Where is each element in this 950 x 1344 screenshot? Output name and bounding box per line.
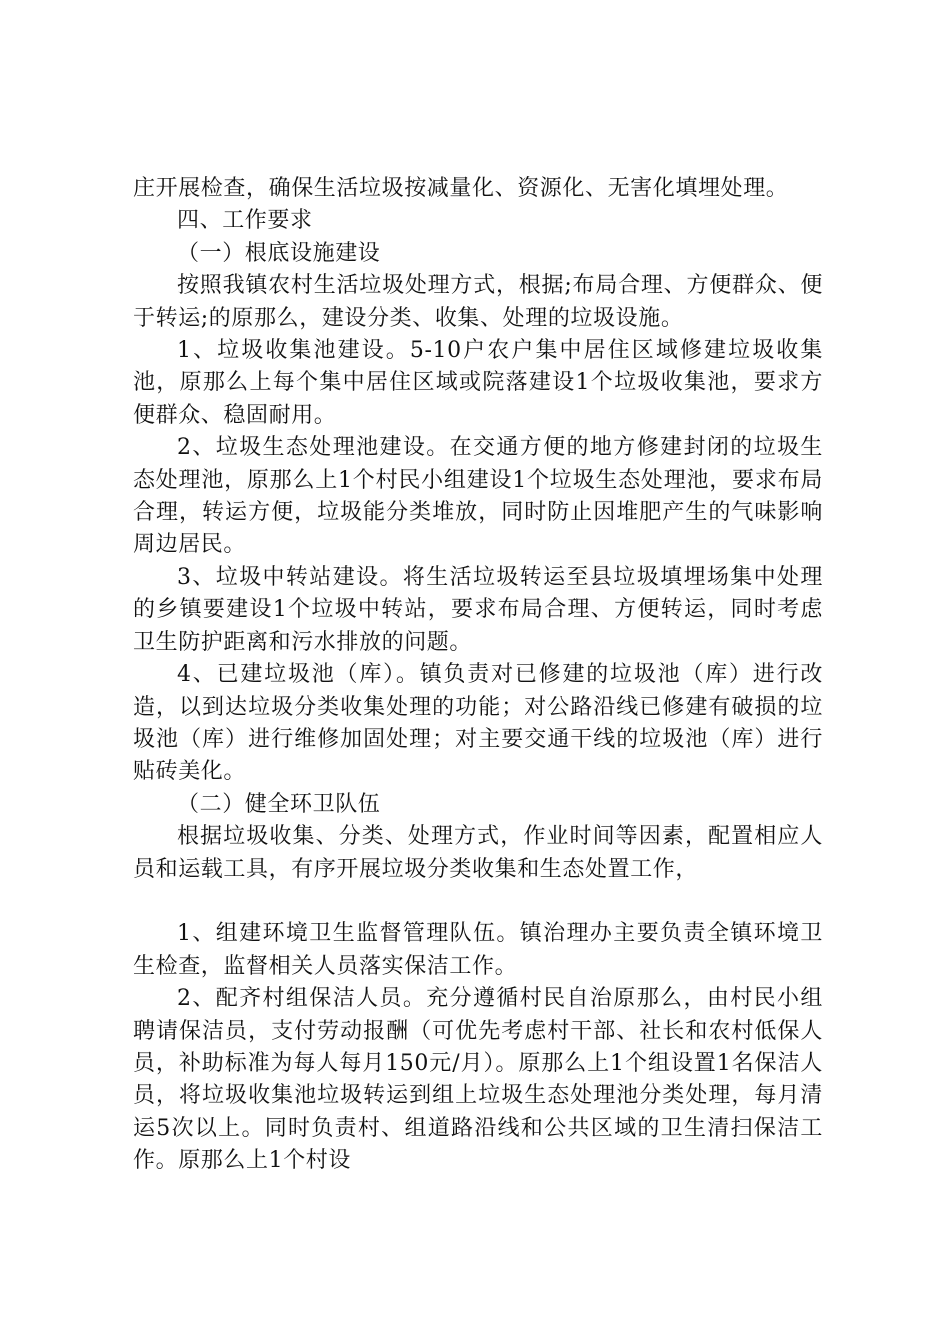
paragraph-item-cleaning-staff: 2、配齐村组保洁人员。充分遵循村民自治原那么，由村民小组聘请保洁员，支付劳动报酬（可优先考虑村干部、社长和农村低保人员，补助标准为每人每月150元/月）。原那么上1个组设置1名保洁人员，将垃圾收集池垃圾转运到组上垃圾生态处理池分类处理，每月清运5次以上。同时负责村、组道路沿线和公共区域的卫生清扫保洁工作。原那么上1个村设 — [133, 986, 823, 1174]
paragraph-item-collection-pool: 1、垃圾收集池建设。5-10户农户集中居住区域修建垃圾收集池，原那么上每个集中居住区域或院落建设1个垃圾收集池，要求方便群众、稳固耐用。 — [133, 338, 823, 428]
paragraph-item-ecological-pool: 2、垃圾生态处理池建设。在交通方便的地方修建封闭的垃圾生态处理池，原那么上1个村民小组建设1个垃圾生态处理池，要求布局合理，转运方便，垃圾能分类堆放，同时防止因堆肥产生的气味影响周边居民。 — [133, 435, 823, 558]
paragraph-sanitation-intro: 根据垃圾收集、分类、处理方式，作业时间等因素，配置相应人员和运载工具，有序开展垃圾分类收集和生态处置工作， — [133, 824, 823, 882]
paragraph-item-transfer-station: 3、垃圾中转站建设。将生活垃圾转运至县垃圾填埋场集中处理的乡镇要建设1个垃圾中转站，要求布局合理、方便转运，同时考虑卫生防护距离和污水排放的问题。 — [133, 564, 823, 655]
paragraph-infrastructure-intro: 按照我镇农村生活垃圾处理方式，根据;布局合理、方便群众、便于转运;的原那么，建设分类、收集、处理的垃圾设施。 — [133, 273, 823, 331]
subheading-infrastructure: （一）根底设施建设 — [177, 240, 381, 266]
paragraph-item-supervision-team: 1、组建环境卫生监督管理队伍。镇治理办主要负责全镇环境卫生检查，监督相关人员落实保洁工作。 — [133, 921, 823, 979]
subheading-sanitation-team: （二）健全环卫队伍 — [177, 791, 381, 817]
paragraph-continuation: 庄开展检查，确保生活垃圾按减量化、资源化、无害化填埋处理。 — [133, 176, 789, 201]
blank-line — [133, 886, 823, 918]
paragraph-item-existing-pools: 4、已建垃圾池（库）。镇负责对已修建的垃圾池（库）进行改造，以到达垃圾分类收集处理的功能；对公路沿线已修建有破损的垃圾池（库）进行维修加固处理；对主要交通干线的垃圾池（库）进行贴砖美化。 — [133, 662, 823, 785]
document-body — [133, 173, 823, 1178]
section-heading-work-requirements: 四、工作要求 — [177, 208, 313, 234]
